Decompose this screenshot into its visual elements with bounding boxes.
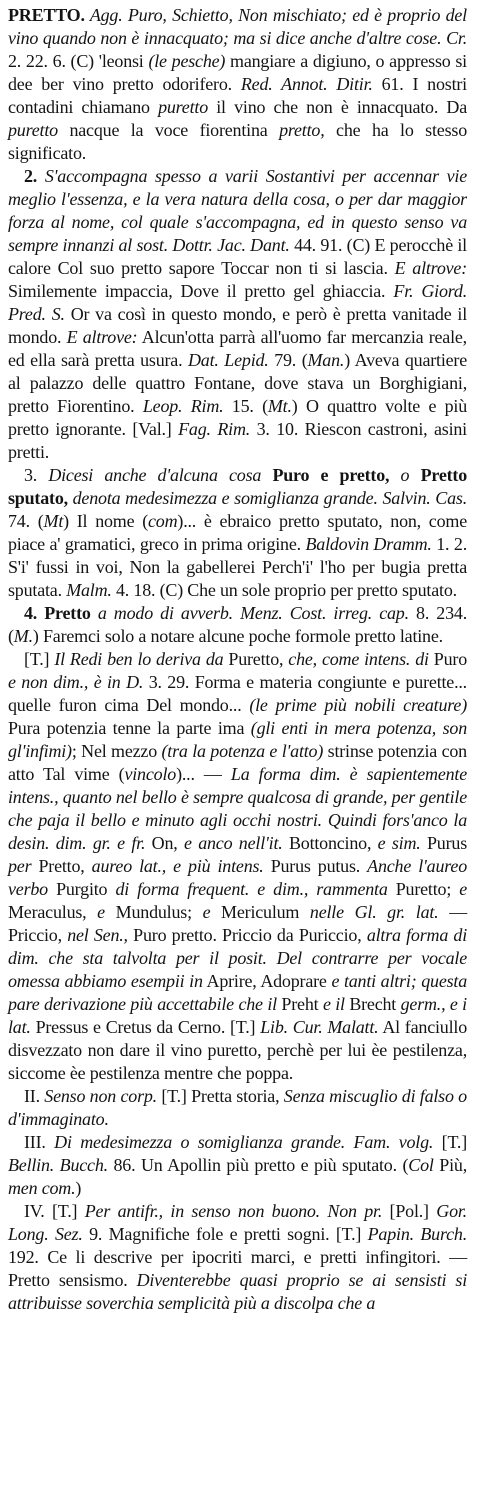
text-run: mangiare a digiuno, o appresso si dee ber vino pretto odorifero. bbox=[8, 51, 467, 94]
text-run: e il bbox=[322, 994, 345, 1014]
text-run: 3. 29. Forma e materia congiunte e purette... quelle furon cima Del mondo... bbox=[8, 672, 467, 715]
text-run: Purus putus. bbox=[263, 856, 368, 876]
text-run: Alcun'otta parrà all'uomo far mercanzia reale, ed ella sarà pretta usura. bbox=[8, 327, 467, 370]
text-run: Baldovin Dramm. bbox=[305, 534, 432, 554]
text-run: 86. Un Apollin più pretto e più sputato. ( bbox=[107, 1155, 409, 1175]
text-run: Man. bbox=[307, 350, 345, 370]
text-run: (le prime più nobili creature) bbox=[249, 695, 467, 715]
text-run: [Pol.] bbox=[382, 1201, 437, 1221]
text-run: Più, bbox=[433, 1155, 467, 1175]
text-run: 8. 234. ( bbox=[8, 603, 467, 646]
text-run: E altrove: bbox=[66, 327, 138, 347]
text-run: 1. 2. S'i' fussi in voi, Non la gabellerei Perch'i' l'ho per bugia pretta sputata. bbox=[8, 534, 467, 600]
text-run: Meraculus, bbox=[8, 902, 98, 922]
text-run: Per antifr., in senso non buono. Non pr. bbox=[84, 1201, 383, 1221]
text-run: per bbox=[8, 856, 32, 876]
etymology-note-paragraph bbox=[8, 648, 467, 1085]
text-run: e non dim., è in D. bbox=[8, 672, 144, 692]
text-run: e bbox=[97, 902, 105, 922]
text-run: Pretto, bbox=[31, 856, 92, 876]
text-run: IV. [T.] bbox=[24, 1201, 85, 1221]
sense-3-paragraph bbox=[8, 464, 467, 602]
text-run: nacque la voce fiorentina bbox=[57, 120, 280, 140]
text-run: 3. bbox=[24, 465, 49, 485]
text-run: Puro pretto. Priccio da Puriccio, bbox=[127, 925, 367, 945]
text-run: e bbox=[459, 879, 468, 899]
text-run: Similemente impaccia, Dove il pretto gel ghiaccia. bbox=[8, 281, 394, 301]
text-run: Aprire, Adoprare bbox=[202, 971, 332, 991]
text-run: S'accompagna spesso a varii Sostantivi per accennar vie meglio l'essenza, e la vera natura della cosa, o per dar maggior forza al nome, col quale s'accompagna, ed in questo senso va sempre innanzi al sost. Dottr. Jac. Dant. bbox=[8, 166, 467, 255]
text-run: Mt bbox=[43, 511, 64, 531]
text-run: o bbox=[389, 465, 421, 485]
text-run: Or va così in questo mondo, e però è pretta vanitade il mondo. bbox=[8, 304, 467, 347]
text-run: altra forma di dim. che sta talvolta per il posit. Del contrarre per vocale omessa abbiamo esempii in bbox=[8, 925, 468, 991]
sense-4-paragraph bbox=[8, 602, 467, 648]
text-run: 4. 18. (C) Che un sole proprio per pretto sputato. bbox=[111, 580, 457, 600]
text-run: Fag. Rim. bbox=[178, 419, 251, 439]
text-run: Red. Annot. Ditir. bbox=[240, 74, 373, 94]
text-run: 3. 10. Riescon castroni, asini pretti. bbox=[8, 419, 467, 462]
text-run: E altrove: bbox=[394, 258, 467, 278]
text-run: Pressus e Cretus da Cerno. [T.] bbox=[30, 1017, 261, 1037]
text-run: PRETTO. bbox=[8, 5, 85, 25]
text-run: 61. I nostri contadini chiamano bbox=[8, 74, 467, 117]
text-run: Bottoncino, bbox=[282, 833, 378, 853]
text-run: Gor. Long. Sez. bbox=[8, 1201, 467, 1244]
text-run: Lib. Cur. Malatt. bbox=[260, 1017, 379, 1037]
text-run: e anco nell'it. bbox=[184, 833, 283, 853]
text-run: Mundulus; bbox=[104, 902, 203, 922]
text-run: vincolo bbox=[124, 764, 177, 784]
text-run: 4. Pretto bbox=[24, 603, 98, 623]
text-run: aureo lat., e più intens. bbox=[91, 856, 264, 876]
text-run: strinse potenzia con atto Tal vime ( bbox=[8, 741, 467, 784]
text-run: e tanti altri; questa pare derivazione più accettabile che il bbox=[8, 971, 468, 1014]
text-run: 44. 91. (C) E perocchè il calore Col suo pretto sapore Toccar non ti si lascia. bbox=[8, 235, 467, 278]
text-run: )... — bbox=[176, 764, 231, 784]
text-run: men com. bbox=[8, 1178, 76, 1198]
text-run: III. bbox=[24, 1132, 55, 1152]
text-run: ) O quattro volte e più pretto ignorante. [Val.] bbox=[8, 396, 468, 439]
text-run: Purus bbox=[420, 833, 467, 853]
text-run: Di medesimezza o somiglianza grande. Fam. volg. bbox=[54, 1132, 434, 1152]
text-run: il vino che non è innacquato. Da bbox=[208, 97, 467, 117]
text-run: Al fanciullo disvezzato non dare il vino puretto, perchè per lui èe pestilenza, siccome èe pestilenza mentre che poppa. bbox=[8, 1017, 467, 1083]
text-run: che ha lo stesso significato. bbox=[8, 120, 467, 163]
text-run: — Priccio, bbox=[8, 902, 467, 945]
text-run: com bbox=[148, 511, 178, 531]
text-run: Fr. Giord. Pred. S. bbox=[8, 281, 467, 324]
text-run: )... è ebraico pretto sputato, non, come piace a' gramatici, greco in prima origine. bbox=[8, 511, 467, 554]
text-run: (gli enti in mera potenza, son gl'infimi) bbox=[8, 718, 467, 761]
text-run: Purgito bbox=[47, 879, 116, 899]
text-run: Preht bbox=[276, 994, 323, 1014]
text-run: Mericulum bbox=[210, 902, 310, 922]
text-run: M. bbox=[13, 626, 33, 646]
sense-IV-paragraph bbox=[8, 1200, 467, 1315]
text-run: pretto, bbox=[279, 120, 325, 140]
text-run: Pretto sputato, bbox=[8, 465, 468, 508]
text-run: (tra la potenza e l'atto) bbox=[161, 741, 324, 761]
text-run: puretto bbox=[158, 97, 208, 117]
text-run: Bellin. Bucch. bbox=[8, 1155, 108, 1175]
text-run: II. bbox=[24, 1086, 45, 1106]
text-run: 79. ( bbox=[268, 350, 308, 370]
text-run: ) Aveva quartiere al palazzo delle quattro Fontane, dove stava un Borghigiani, pretto Fiorentino. bbox=[8, 350, 467, 416]
text-run: Col bbox=[408, 1155, 434, 1175]
text-run: La forma dim. è sapientemente intens., quanto nel bello è sempre qualcosa di grande, per gentile che paja il bello e minuto agli occhi nostri. Quindi fors'anco la desin. dim. gr. e fr. bbox=[8, 764, 467, 853]
text-run: a modo di avverb. Menz. Cost. irreg. cap. bbox=[97, 603, 409, 623]
text-run: Puro bbox=[428, 649, 468, 669]
text-run: e sim. bbox=[377, 833, 421, 853]
text-run: di forma frequent. e dim., rammenta bbox=[115, 879, 388, 899]
text-run: ) bbox=[75, 1178, 82, 1198]
text-run: 74. ( bbox=[8, 511, 44, 531]
text-run: Senza miscuglio di falso o d'immaginato. bbox=[8, 1086, 467, 1129]
text-run: che, come intens. di bbox=[288, 649, 429, 669]
text-run: 15. ( bbox=[223, 396, 268, 416]
text-run: ) Il nome ( bbox=[63, 511, 149, 531]
text-run: [T.] Pretta storia, bbox=[156, 1086, 284, 1106]
text-run: puretto bbox=[8, 120, 58, 140]
text-run: e bbox=[202, 902, 211, 922]
text-run: Anche l'aureo verbo bbox=[8, 856, 468, 899]
text-run: Puretto; bbox=[387, 879, 460, 899]
text-run: [T.] bbox=[24, 649, 55, 669]
text-run: Il Redi ben lo deriva da bbox=[54, 649, 224, 669]
text-run: Brecht bbox=[344, 994, 401, 1014]
text-run: (le pesche) bbox=[148, 51, 226, 71]
text-run: Pura potenzia tenne la parte ima bbox=[8, 718, 251, 738]
text-run: 2. 22. 6. (C) 'leonsi bbox=[8, 51, 149, 71]
text-run: Dat. Lepid. bbox=[188, 350, 269, 370]
text-run: nelle Gl. gr. lat. bbox=[309, 902, 439, 922]
text-run: Agg. Puro, Schietto, Non mischiato; ed è proprio del vino quando non è innacquato; ma si dice anche d'altre cose. Cr. bbox=[8, 5, 467, 48]
text-run: denota medesimezza e somiglianza grande. Salvin. Cas. bbox=[67, 488, 467, 508]
text-run: Puretto, bbox=[223, 649, 289, 669]
text-run: ; Nel mezzo bbox=[71, 741, 162, 761]
text-run: ) Faremci solo a notare alcune poche formole pretto latine. bbox=[32, 626, 443, 646]
text-run: germ., e i lat. bbox=[8, 994, 467, 1037]
text-run: 9. Magnifiche fole e pretti sogni. [T.] bbox=[82, 1224, 368, 1244]
entry-headword-paragraph bbox=[8, 4, 467, 165]
text-run: [T.] bbox=[433, 1132, 468, 1152]
text-run: Malm. bbox=[66, 580, 112, 600]
text-run: 2. bbox=[24, 166, 45, 186]
text-run: Mt. bbox=[267, 396, 292, 416]
text-run: Diventerebbe quasi proprio se ai sensisti si attribuisse soverchia semplicità più a discolpa che a bbox=[8, 1270, 468, 1313]
text-run: Dicesi anche d'alcuna cosa bbox=[48, 465, 273, 485]
text-run: Senso non corp. bbox=[44, 1086, 157, 1106]
text-run: Leop. Rim. bbox=[142, 396, 224, 416]
text-run: On, bbox=[145, 833, 184, 853]
text-run: Papin. Burch. bbox=[367, 1224, 467, 1244]
text-run: nel Sen., bbox=[67, 925, 128, 945]
text-run: Puro e pretto, bbox=[272, 465, 390, 485]
sense-III-paragraph bbox=[8, 1131, 467, 1200]
sense-II-paragraph bbox=[8, 1085, 467, 1131]
sense-2-paragraph bbox=[8, 165, 467, 464]
text-run: 192. Ce li descrive per ipocriti marci, e pretti infingitori. — Pretto sensismo. bbox=[8, 1247, 467, 1290]
